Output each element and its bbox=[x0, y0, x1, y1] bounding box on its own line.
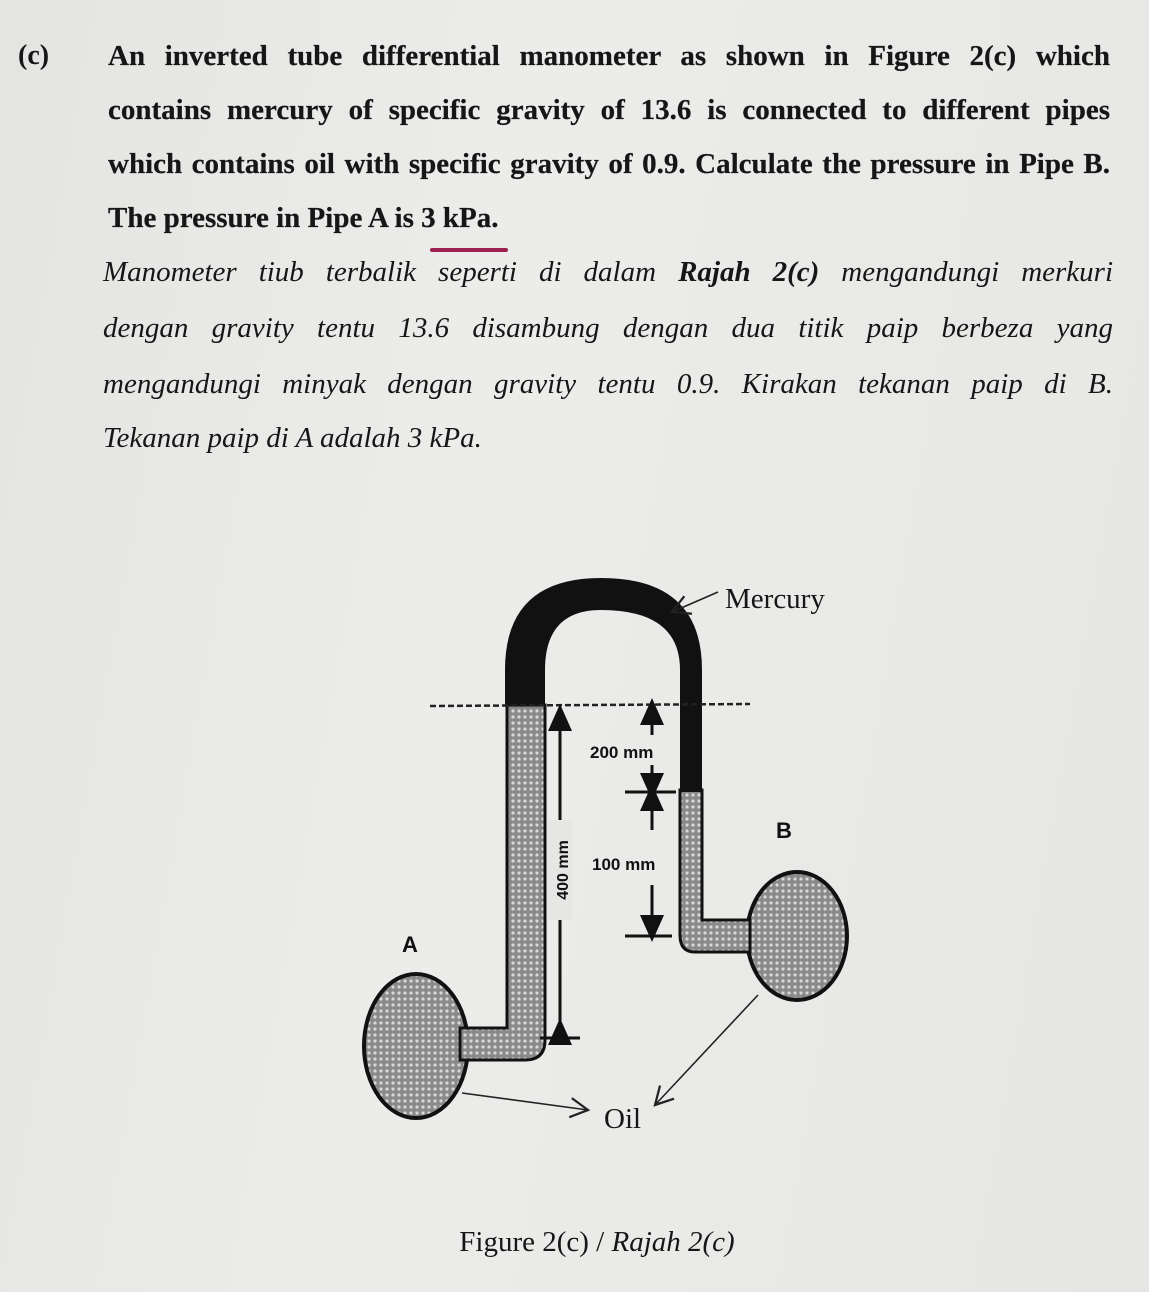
question-text-en-4: The pressure in Pipe A is 3 kPa. bbox=[108, 202, 499, 234]
dim-400-label: 400 mm bbox=[555, 840, 572, 900]
oil-leader-b bbox=[655, 995, 758, 1105]
pipe-a bbox=[364, 974, 468, 1118]
right-leg-oil bbox=[680, 790, 750, 952]
dim-100-label: 100 mm bbox=[592, 855, 656, 874]
oil-leader-a bbox=[462, 1093, 588, 1110]
question-label: (c) bbox=[18, 40, 50, 71]
question-text-ms-2: dengan gravity tentu 13.6 disambung dengan dua titik paip berbeza yang bbox=[103, 312, 1113, 344]
left-leg-oil bbox=[460, 705, 545, 1060]
question-text-ms-3: mengandungi minyak dengan gravity tentu 0.9. Kirakan tekanan paip di B. bbox=[103, 368, 1113, 400]
oil-label: Oil bbox=[604, 1103, 642, 1135]
figure-caption: Figure 2(c) / Rajah 2(c) bbox=[459, 1226, 735, 1258]
question-text-ms-1: Manometer tiub terbalik seperti di dalam Rajah 2(c) mengandungi merkuri bbox=[103, 256, 1114, 288]
question-text-en-3: which contains oil with specific gravity of 0.9. Calculate the pressure in Pipe B. bbox=[108, 148, 1110, 180]
pipe-b-label: B bbox=[776, 818, 792, 843]
dim-200-label: 200 mm bbox=[590, 743, 654, 762]
mercury-label: Mercury bbox=[725, 583, 825, 615]
question-text-ms-4: Tekanan paip di A adalah 3 kPa. bbox=[103, 422, 482, 454]
mercury-leader bbox=[672, 592, 718, 612]
question-text-en-1: An inverted tube differential manometer as shown in Figure 2(c) which bbox=[108, 40, 1110, 72]
pipe-a-label: A bbox=[402, 932, 418, 957]
question-text-en-2: contains mercury of specific gravity of 13.6 is connected to different pipes bbox=[108, 94, 1110, 126]
pipe-b bbox=[747, 872, 847, 1000]
